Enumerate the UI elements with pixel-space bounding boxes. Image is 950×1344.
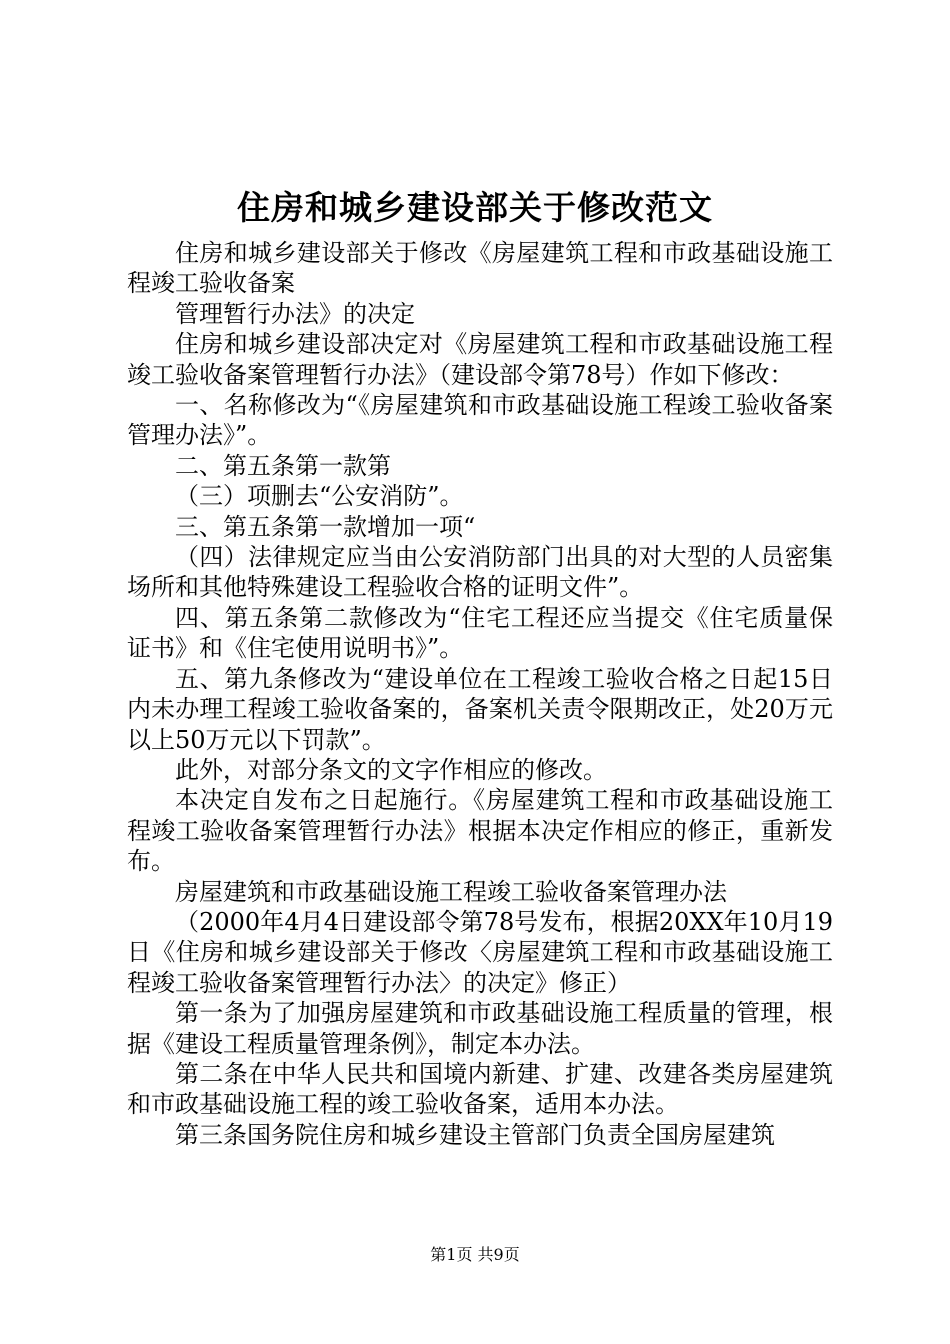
paragraph: 第二条在中华人民共和国境内新建、扩建、改建各类房屋建筑和市政基础设施工程的竣工验收备案，适用本办法。 xyxy=(127,1059,833,1119)
paragraph: 住房和城乡建设部决定对《房屋建筑工程和市政基础设施工程竣工验收备案管理暂行办法》（建设部令第78号）作如下修改： xyxy=(127,330,833,389)
paragraph: 第三条国务院住房和城乡建设主管部门负责全国房屋建筑 xyxy=(175,1120,775,1149)
paragraph: 此外，对部分条文的文字作相应的修改。 xyxy=(175,755,607,784)
paragraph: 房屋建筑和市政基础设施工程竣工验收备案管理办法 xyxy=(175,877,727,906)
paragraph: 五、第九条修改为“建设单位在工程竣工验收合格之日起15日内未办理工程竣工验收备案的，备案机关责令限期改正，处20万元以上50万元以下罚款”。 xyxy=(127,664,833,754)
paragraph: 住房和城乡建设部关于修改《房屋建筑工程和市政基础设施工程竣工验收备案 xyxy=(127,239,833,298)
paragraph: （三）项删去“公安消防”。 xyxy=(175,482,464,511)
paragraph: （2000年4月4日建设部令第78号发布，根据20XX年10月19日《住房和城乡建设部关于修改〈房屋建筑工程和市政基础设施工程竣工验收备案管理暂行办法〉的决定》修正） xyxy=(127,907,833,997)
paragraph: 三、第五条第一款增加一项“ xyxy=(175,512,476,541)
document-body xyxy=(127,238,833,1150)
paragraph: 四、第五条第二款修改为“住宅工程还应当提交《住宅质量保证书》和《住宅使用说明书》”。 xyxy=(127,603,833,663)
paragraph: 本决定自发布之日起施行。《房屋建筑工程和市政基础设施工程竣工验收备案管理暂行办法》根据本决定作相应的修正，重新发布。 xyxy=(127,786,833,876)
document-title: 住房和城乡建设部关于修改范文 xyxy=(237,188,713,227)
paragraph: （四）法律规定应当由公安消防部门出具的对大型的人员密集场所和其他特殊建设工程验收合格的证明文件”。 xyxy=(127,543,833,602)
page-footer: 第1页 共9页 xyxy=(430,1245,520,1264)
paragraph: 二、第五条第一款第 xyxy=(175,451,391,480)
paragraph: 第一条为了加强房屋建筑和市政基础设施工程质量的管理，根据《建设工程质量管理条例》，制定本办法。 xyxy=(127,999,833,1058)
paragraph: 管理暂行办法》的决定 xyxy=(175,299,415,328)
paragraph: 一、名称修改为“《房屋建筑和市政基础设施工程竣工验收备案管理办法》”。 xyxy=(127,391,833,450)
